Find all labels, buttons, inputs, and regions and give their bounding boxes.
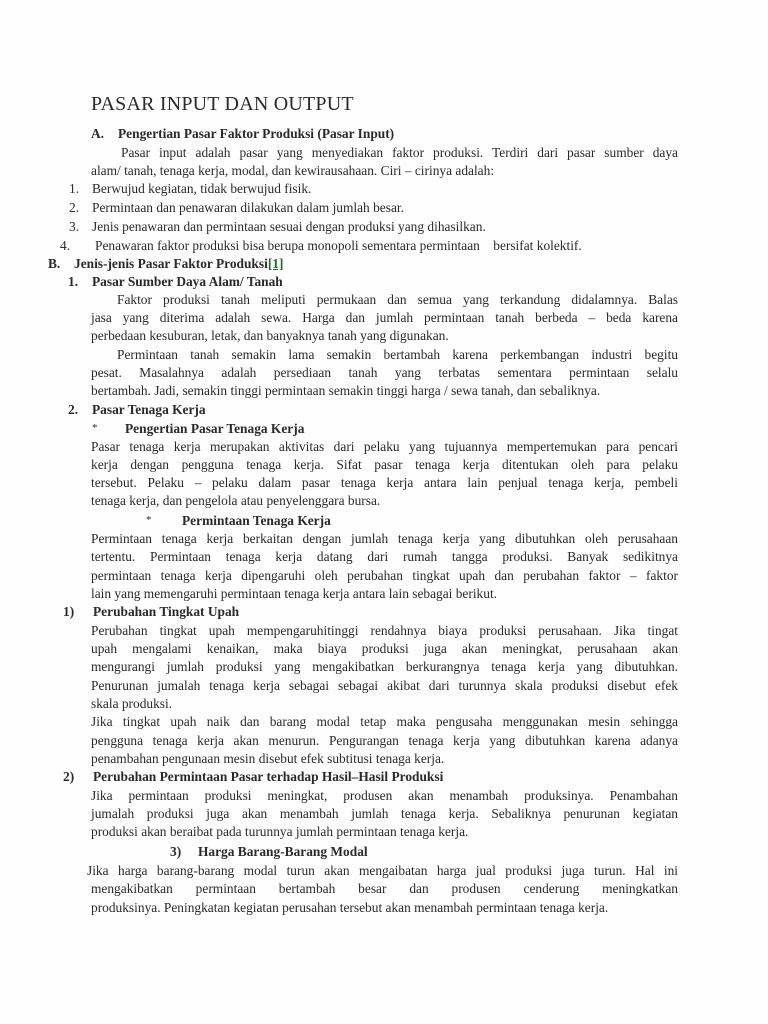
footnote-link[interactable]: [1] bbox=[267, 256, 284, 271]
point-number: 3) bbox=[170, 844, 182, 859]
list-item: Jenis penawaran dan permintaan sesuai dengan produksi yang dihasilkan. bbox=[92, 219, 486, 234]
bullet-icon: * bbox=[146, 514, 152, 526]
paragraph-line: Pasar tenaga kerja merupakan aktivitas dari pelaku yang tujuannya mempertemukan para pencari bbox=[91, 439, 678, 454]
list-number: 4. bbox=[60, 238, 71, 253]
paragraph-line: produksinya. Peningkatan kegiatan perusahan tersebut akan menambah permintaan tenaga kerja. bbox=[91, 900, 609, 915]
page-title: PASAR INPUT DAN OUTPUT bbox=[91, 93, 354, 115]
paragraph-line: tertentu. Permintaan tenaga kerja datang dari rumah tangga produksi. Banyak sedikitnya bbox=[91, 549, 678, 564]
paragraph-line: Jika permintaan produksi meningkat, produsen akan menambah produksinya. Penambahan bbox=[91, 788, 678, 803]
list-number: 2. bbox=[69, 200, 80, 215]
point-heading: Harga Barang-Barang Modal bbox=[198, 844, 368, 859]
list-number: 3. bbox=[69, 219, 80, 234]
point-heading: Perubahan Permintaan Pasar terhadap Hasil–Hasil Produksi bbox=[93, 769, 444, 784]
section-b-heading bbox=[74, 255, 283, 273]
section-b-marker: B. bbox=[48, 256, 61, 271]
sub-heading: Pengertian Pasar Tenaga Kerja bbox=[125, 421, 305, 436]
paragraph-line: penambahan pengunaan mesin disebut efek subtitusi tenaga kerja. bbox=[91, 751, 445, 766]
paragraph-line: mengakibatkan permintaan bertambah besar dan produsen cenderung meningkatkan bbox=[91, 881, 678, 896]
list-item: Permintaan dan penawaran dilakukan dalam jumlah besar. bbox=[92, 200, 404, 215]
point-number: 2) bbox=[63, 769, 75, 784]
subsection-number: 1. bbox=[68, 274, 79, 289]
section-a-marker: A. bbox=[91, 126, 105, 141]
paragraph-line: Penurunan jumalah tenaga kerja sebagai sebagai akibat dari turunnya skala produksi disebut efek bbox=[91, 678, 678, 693]
bullet-icon: * bbox=[92, 422, 98, 434]
list-number: 1. bbox=[69, 181, 80, 196]
paragraph-line: lain yang memengaruhi permintaan tenaga kerja antara lain sebagai berikut. bbox=[91, 586, 498, 601]
paragraph-line: upah mengalami kenaikan, maka biaya produksi juga akan meningkat, perusahaan akan bbox=[91, 641, 678, 656]
paragraph-line: perbedaan kesuburan, letak, dan banyaknya tanah yang digunakan. bbox=[91, 328, 449, 343]
paragraph-line: Jika harga barang-barang modal turun akan mengaibatan harga jual produksi juga turun. Hal ini bbox=[87, 863, 678, 878]
paragraph-line: Permintaan tenaga kerja berkaitan dengan jumlah tenaga kerja yang dibutuhkan oleh perusahaan bbox=[91, 531, 678, 546]
point-number: 1) bbox=[63, 604, 75, 619]
paragraph-line: tenaga kerja, dan pengelola atau penyelenggara bursa. bbox=[91, 493, 381, 508]
point-heading: Perubahan Tingkat Upah bbox=[93, 604, 240, 619]
intro-line: Pasar input adalah pasar yang menyediakan faktor produksi. Terdiri dari pasar sumber daya bbox=[121, 145, 678, 160]
subsection-heading: Pasar Sumber Daya Alam/ Tanah bbox=[92, 274, 283, 289]
paragraph-line: Faktor produksi tanah meliputi permukaan dan semua yang terkandung didalamnya. Balas bbox=[117, 292, 678, 307]
paragraph-line: jumalah produksi juga akan menambah jumlah tenaga kerja. Sebaliknya penurunan kegiatan bbox=[91, 806, 678, 821]
section-b-heading-text: Jenis-jenis Pasar Faktor Produksi bbox=[74, 256, 268, 271]
paragraph-line: tersebut. Pelaku – pelaku dalam pasar tenaga kerja antara lain penjual tenaga kerja, pembeli bbox=[91, 475, 678, 490]
paragraph-line: permintaan tenaga kerja dipengaruhi oleh perubahan tingkat upah dan perubahan faktor – faktor bbox=[91, 568, 678, 583]
list-item: Berwujud kegiatan, tidak berwujud fisik. bbox=[92, 181, 312, 196]
sub-heading: Permintaan Tenaga Kerja bbox=[182, 513, 331, 528]
paragraph-line: mengurangi jumlah produksi yang mengakibatkan berkurangnya tenaga kerja yang dibutuhkan. bbox=[91, 659, 678, 674]
section-a-heading: Pengertian Pasar Faktor Produksi (Pasar Input) bbox=[118, 126, 395, 141]
paragraph-line: Jika tingkat upah naik dan barang modal tetap maka pengusaha menggunakan mesin sehingga bbox=[91, 714, 678, 729]
paragraph-line: jasa yang diterima adalah sewa. Harga dan jumlah permintaan tanah berbeda – beda karena bbox=[91, 310, 678, 325]
paragraph-line: kerja dengan pengguna tenaga kerja. Sifat pasar tenaga kerja ditentukan oleh para pelaku bbox=[91, 457, 678, 472]
paragraph-line: pengguna tenaga kerja akan menurun. Pengurangan tenaga kerja yang dibutuhkan karena adanya bbox=[91, 733, 678, 748]
list-item: Penawaran faktor produksi bisa berupa monopoli sementara permintaan bersifat kolektif. bbox=[95, 238, 582, 253]
paragraph-line: produksi akan beraibat pada turunnya jumlah permintaan tenaga kerja. bbox=[91, 824, 469, 839]
paragraph-line: skala produksi. bbox=[91, 696, 173, 711]
paragraph-line: bertambah. Jadi, semakin tinggi permintaan semakin tinggi harga / sewa tanah, dan sebaliknya. bbox=[91, 383, 601, 398]
paragraph-line: Permintaan tanah semakin lama semakin bertambah karena perkembangan industri begitu bbox=[117, 347, 678, 362]
paragraph-line: Perubahan tingkat upah mempengaruhitinggi rendahnya biaya produksi perusahaan. Jika tingat bbox=[91, 623, 678, 638]
paragraph-line: pesat. Masalahnya adalah persediaan tanah yang terbatas sementara permintaan selalu bbox=[91, 365, 678, 380]
subsection-heading: Pasar Tenaga Kerja bbox=[92, 402, 206, 417]
intro-line: alam/ tanah, tenaga kerja, modal, dan kewirausahaan. Ciri – cirinya adalah: bbox=[91, 163, 495, 178]
subsection-number: 2. bbox=[68, 402, 79, 417]
